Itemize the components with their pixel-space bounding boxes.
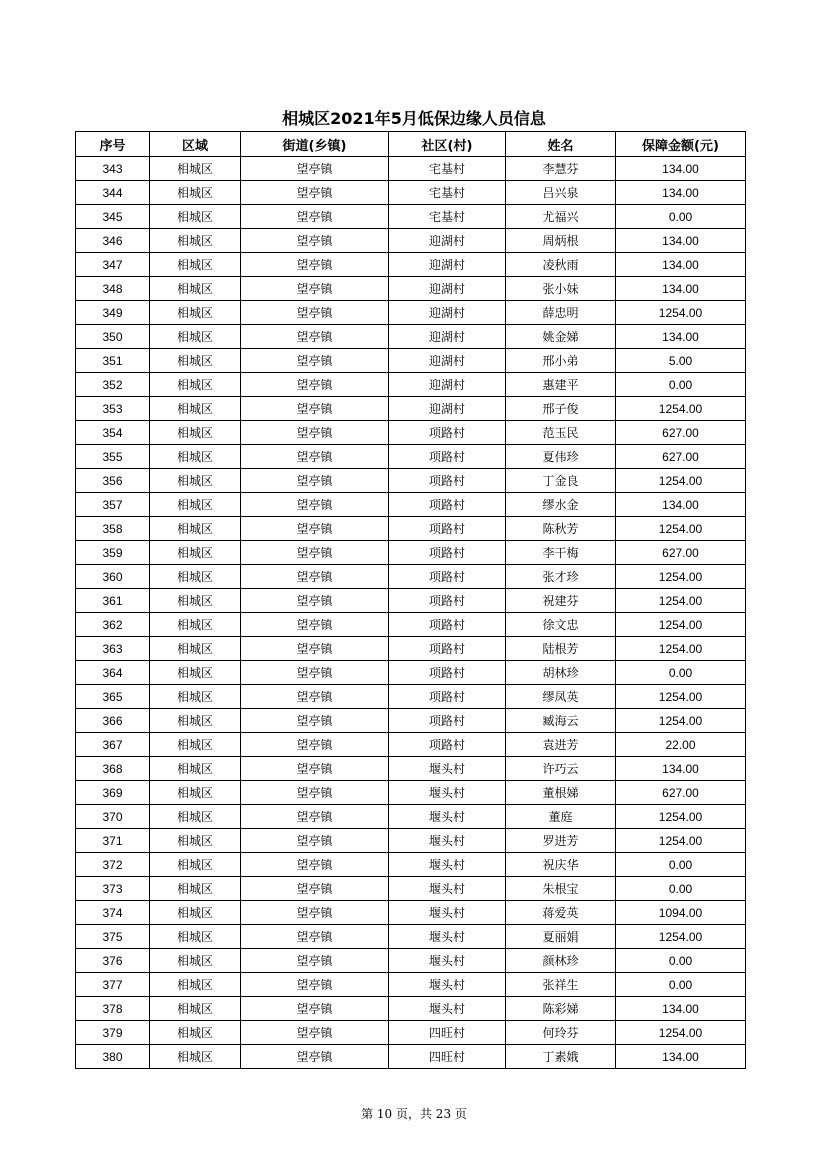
cell-community-village: 项路村 <box>389 541 506 565</box>
cell-allowance-amount: 1254.00 <box>616 469 746 493</box>
table-row <box>76 301 746 325</box>
cell-district: 相城区 <box>150 397 241 421</box>
cell-allowance-amount: 627.00 <box>616 541 746 565</box>
cell-district: 相城区 <box>150 301 241 325</box>
table-row <box>76 925 746 949</box>
header-district: 区域 <box>150 132 241 157</box>
cell-community-village: 堰头村 <box>389 925 506 949</box>
cell-allowance-amount: 1254.00 <box>616 301 746 325</box>
cell-street-town: 望亭镇 <box>241 421 389 445</box>
cell-street-town: 望亭镇 <box>241 1045 389 1069</box>
cell-community-village: 项路村 <box>389 637 506 661</box>
cell-district: 相城区 <box>150 421 241 445</box>
cell-community-village: 迎湖村 <box>389 229 506 253</box>
cell-community-village: 宅基村 <box>389 205 506 229</box>
cell-allowance-amount: 1254.00 <box>616 565 746 589</box>
table-row <box>76 205 746 229</box>
cell-district: 相城区 <box>150 853 241 877</box>
cell-community-village: 迎湖村 <box>389 277 506 301</box>
table-row <box>76 901 746 925</box>
cell-allowance-amount: 134.00 <box>616 997 746 1021</box>
cell-name: 朱根宝 <box>506 877 616 901</box>
cell-community-village: 堰头村 <box>389 757 506 781</box>
cell-allowance-amount: 134.00 <box>616 757 746 781</box>
cell-district: 相城区 <box>150 277 241 301</box>
cell-community-village: 项路村 <box>389 469 506 493</box>
table-row <box>76 685 746 709</box>
cell-district: 相城区 <box>150 589 241 613</box>
cell-street-town: 望亭镇 <box>241 733 389 757</box>
cell-street-town: 望亭镇 <box>241 589 389 613</box>
cell-name: 邢小弟 <box>506 349 616 373</box>
table-row <box>76 421 746 445</box>
cell-street-town: 望亭镇 <box>241 565 389 589</box>
table-row <box>76 277 746 301</box>
cell-allowance-amount: 134.00 <box>616 157 746 181</box>
cell-street-town: 望亭镇 <box>241 493 389 517</box>
cell-street-town: 望亭镇 <box>241 1021 389 1045</box>
cell-street-town: 望亭镇 <box>241 325 389 349</box>
table-row <box>76 997 746 1021</box>
table-body <box>76 157 746 1069</box>
cell-serial-number: 371 <box>76 829 150 853</box>
table-row <box>76 661 746 685</box>
header-community-village: 社区(村) <box>389 132 506 157</box>
table-row <box>76 181 746 205</box>
cell-community-village: 项路村 <box>389 493 506 517</box>
cell-serial-number: 365 <box>76 685 150 709</box>
table-row <box>76 157 746 181</box>
cell-community-village: 堰头村 <box>389 997 506 1021</box>
cell-allowance-amount: 134.00 <box>616 325 746 349</box>
cell-serial-number: 346 <box>76 229 150 253</box>
cell-serial-number: 350 <box>76 325 150 349</box>
cell-serial-number: 359 <box>76 541 150 565</box>
table-row <box>76 877 746 901</box>
cell-name: 祝建芬 <box>506 589 616 613</box>
cell-street-town: 望亭镇 <box>241 877 389 901</box>
cell-community-village: 迎湖村 <box>389 253 506 277</box>
cell-name: 徐文忠 <box>506 613 616 637</box>
table-row <box>76 373 746 397</box>
table-row <box>76 397 746 421</box>
cell-allowance-amount: 1254.00 <box>616 613 746 637</box>
cell-allowance-amount: 5.00 <box>616 349 746 373</box>
table-row <box>76 1021 746 1045</box>
cell-name: 罗进芳 <box>506 829 616 853</box>
cell-district: 相城区 <box>150 325 241 349</box>
cell-name: 吕兴泉 <box>506 181 616 205</box>
cell-street-town: 望亭镇 <box>241 253 389 277</box>
cell-serial-number: 356 <box>76 469 150 493</box>
data-table <box>75 131 746 1069</box>
cell-district: 相城区 <box>150 973 241 997</box>
cell-serial-number: 379 <box>76 1021 150 1045</box>
cell-street-town: 望亭镇 <box>241 469 389 493</box>
cell-street-town: 望亭镇 <box>241 397 389 421</box>
cell-street-town: 望亭镇 <box>241 349 389 373</box>
cell-name: 张祥生 <box>506 973 616 997</box>
cell-community-village: 项路村 <box>389 565 506 589</box>
cell-street-town: 望亭镇 <box>241 781 389 805</box>
cell-name: 李慧芬 <box>506 157 616 181</box>
cell-street-town: 望亭镇 <box>241 205 389 229</box>
cell-street-town: 望亭镇 <box>241 901 389 925</box>
table-row <box>76 637 746 661</box>
table-row <box>76 253 746 277</box>
cell-allowance-amount: 1254.00 <box>616 685 746 709</box>
cell-district: 相城区 <box>150 445 241 469</box>
cell-serial-number: 374 <box>76 901 150 925</box>
cell-street-town: 望亭镇 <box>241 853 389 877</box>
cell-serial-number: 378 <box>76 997 150 1021</box>
cell-serial-number: 345 <box>76 205 150 229</box>
cell-street-town: 望亭镇 <box>241 637 389 661</box>
cell-community-village: 项路村 <box>389 421 506 445</box>
cell-community-village: 堰头村 <box>389 781 506 805</box>
table-row <box>76 565 746 589</box>
cell-allowance-amount: 627.00 <box>616 781 746 805</box>
cell-allowance-amount: 1254.00 <box>616 805 746 829</box>
cell-allowance-amount: 0.00 <box>616 853 746 877</box>
cell-district: 相城区 <box>150 637 241 661</box>
table-row <box>76 757 746 781</box>
cell-serial-number: 357 <box>76 493 150 517</box>
cell-street-town: 望亭镇 <box>241 949 389 973</box>
cell-allowance-amount: 0.00 <box>616 877 746 901</box>
cell-name: 袁进芳 <box>506 733 616 757</box>
cell-serial-number: 360 <box>76 565 150 589</box>
document-title: 相城区2021年5月低保边缘人员信息 <box>282 109 546 128</box>
cell-community-village: 堰头村 <box>389 949 506 973</box>
table-row <box>76 445 746 469</box>
cell-district: 相城区 <box>150 925 241 949</box>
cell-serial-number: 366 <box>76 709 150 733</box>
cell-street-town: 望亭镇 <box>241 685 389 709</box>
cell-district: 相城区 <box>150 1045 241 1069</box>
cell-serial-number: 368 <box>76 757 150 781</box>
cell-community-village: 项路村 <box>389 589 506 613</box>
cell-allowance-amount: 1254.00 <box>616 925 746 949</box>
cell-community-village: 堰头村 <box>389 805 506 829</box>
cell-name: 颜林珍 <box>506 949 616 973</box>
cell-street-town: 望亭镇 <box>241 301 389 325</box>
cell-allowance-amount: 627.00 <box>616 445 746 469</box>
cell-street-town: 望亭镇 <box>241 373 389 397</box>
cell-allowance-amount: 1254.00 <box>616 517 746 541</box>
cell-allowance-amount: 134.00 <box>616 1045 746 1069</box>
cell-serial-number: 367 <box>76 733 150 757</box>
table-row <box>76 349 746 373</box>
cell-serial-number: 354 <box>76 421 150 445</box>
cell-name: 尤福兴 <box>506 205 616 229</box>
cell-district: 相城区 <box>150 1021 241 1045</box>
cell-street-town: 望亭镇 <box>241 181 389 205</box>
cell-community-village: 项路村 <box>389 517 506 541</box>
cell-allowance-amount: 0.00 <box>616 373 746 397</box>
cell-serial-number: 355 <box>76 445 150 469</box>
cell-name: 姚金娣 <box>506 325 616 349</box>
cell-name: 胡林珍 <box>506 661 616 685</box>
cell-community-village: 项路村 <box>389 613 506 637</box>
cell-name: 惠建平 <box>506 373 616 397</box>
cell-community-village: 四旺村 <box>389 1045 506 1069</box>
cell-allowance-amount: 1254.00 <box>616 589 746 613</box>
cell-serial-number: 376 <box>76 949 150 973</box>
cell-allowance-amount: 0.00 <box>616 661 746 685</box>
header-street-town: 街道(乡镇) <box>241 132 389 157</box>
cell-street-town: 望亭镇 <box>241 229 389 253</box>
cell-district: 相城区 <box>150 661 241 685</box>
cell-district: 相城区 <box>150 517 241 541</box>
cell-community-village: 迎湖村 <box>389 325 506 349</box>
table-row <box>76 517 746 541</box>
header-serial-number: 序号 <box>76 132 150 157</box>
cell-serial-number: 347 <box>76 253 150 277</box>
table-row <box>76 493 746 517</box>
cell-community-village: 堰头村 <box>389 877 506 901</box>
cell-name: 丁金良 <box>506 469 616 493</box>
cell-allowance-amount: 134.00 <box>616 493 746 517</box>
cell-district: 相城区 <box>150 709 241 733</box>
cell-allowance-amount: 1094.00 <box>616 901 746 925</box>
cell-name: 陆根芳 <box>506 637 616 661</box>
cell-community-village: 迎湖村 <box>389 349 506 373</box>
cell-street-town: 望亭镇 <box>241 445 389 469</box>
cell-allowance-amount: 1254.00 <box>616 1021 746 1045</box>
cell-name: 周炳根 <box>506 229 616 253</box>
cell-district: 相城区 <box>150 181 241 205</box>
cell-community-village: 项路村 <box>389 709 506 733</box>
cell-district: 相城区 <box>150 349 241 373</box>
cell-district: 相城区 <box>150 829 241 853</box>
cell-serial-number: 370 <box>76 805 150 829</box>
cell-community-village: 堰头村 <box>389 973 506 997</box>
cell-serial-number: 349 <box>76 301 150 325</box>
cell-name: 缪水金 <box>506 493 616 517</box>
cell-allowance-amount: 1254.00 <box>616 829 746 853</box>
cell-name: 何玲芬 <box>506 1021 616 1045</box>
cell-allowance-amount: 0.00 <box>616 205 746 229</box>
cell-name: 李干梅 <box>506 541 616 565</box>
cell-street-town: 望亭镇 <box>241 997 389 1021</box>
table-row <box>76 325 746 349</box>
cell-community-village: 项路村 <box>389 661 506 685</box>
cell-street-town: 望亭镇 <box>241 157 389 181</box>
cell-serial-number: 344 <box>76 181 150 205</box>
cell-name: 陈秋芳 <box>506 517 616 541</box>
table-row <box>76 973 746 997</box>
cell-serial-number: 351 <box>76 349 150 373</box>
cell-allowance-amount: 134.00 <box>616 181 746 205</box>
cell-community-village: 项路村 <box>389 685 506 709</box>
cell-district: 相城区 <box>150 781 241 805</box>
cell-serial-number: 373 <box>76 877 150 901</box>
cell-district: 相城区 <box>150 373 241 397</box>
cell-allowance-amount: 134.00 <box>616 277 746 301</box>
cell-allowance-amount: 0.00 <box>616 973 746 997</box>
cell-serial-number: 361 <box>76 589 150 613</box>
cell-community-village: 迎湖村 <box>389 397 506 421</box>
cell-name: 许巧云 <box>506 757 616 781</box>
cell-street-town: 望亭镇 <box>241 925 389 949</box>
cell-allowance-amount: 1254.00 <box>616 709 746 733</box>
cell-street-town: 望亭镇 <box>241 709 389 733</box>
cell-district: 相城区 <box>150 613 241 637</box>
cell-street-town: 望亭镇 <box>241 613 389 637</box>
cell-name: 臧海云 <box>506 709 616 733</box>
cell-serial-number: 348 <box>76 277 150 301</box>
table-row <box>76 805 746 829</box>
cell-district: 相城区 <box>150 949 241 973</box>
cell-name: 邢子俊 <box>506 397 616 421</box>
page-footer: 第 10 页，共 23 页 <box>361 1107 467 1121</box>
cell-community-village: 堰头村 <box>389 901 506 925</box>
cell-district: 相城区 <box>150 205 241 229</box>
cell-name: 凌秋雨 <box>506 253 616 277</box>
cell-street-town: 望亭镇 <box>241 973 389 997</box>
header-name: 姓名 <box>506 132 616 157</box>
cell-name: 董根娣 <box>506 781 616 805</box>
cell-allowance-amount: 627.00 <box>616 421 746 445</box>
cell-district: 相城区 <box>150 805 241 829</box>
cell-serial-number: 364 <box>76 661 150 685</box>
table-row <box>76 613 746 637</box>
cell-name: 夏丽娟 <box>506 925 616 949</box>
cell-district: 相城区 <box>150 157 241 181</box>
cell-district: 相城区 <box>150 541 241 565</box>
cell-serial-number: 372 <box>76 853 150 877</box>
table-header-row <box>76 132 746 157</box>
cell-name: 范玉民 <box>506 421 616 445</box>
table-row <box>76 733 746 757</box>
cell-community-village: 迎湖村 <box>389 301 506 325</box>
cell-allowance-amount: 1254.00 <box>616 637 746 661</box>
cell-serial-number: 343 <box>76 157 150 181</box>
table-row <box>76 781 746 805</box>
cell-district: 相城区 <box>150 565 241 589</box>
table-row <box>76 853 746 877</box>
cell-street-town: 望亭镇 <box>241 757 389 781</box>
cell-district: 相城区 <box>150 733 241 757</box>
cell-district: 相城区 <box>150 877 241 901</box>
cell-name: 张小妹 <box>506 277 616 301</box>
cell-district: 相城区 <box>150 757 241 781</box>
table-row <box>76 829 746 853</box>
cell-name: 缪凤英 <box>506 685 616 709</box>
cell-community-village: 宅基村 <box>389 181 506 205</box>
cell-street-town: 望亭镇 <box>241 829 389 853</box>
table-row <box>76 469 746 493</box>
cell-name: 夏伟珍 <box>506 445 616 469</box>
table-row <box>76 541 746 565</box>
table-row <box>76 1045 746 1069</box>
cell-community-village: 迎湖村 <box>389 373 506 397</box>
cell-district: 相城区 <box>150 469 241 493</box>
cell-name: 蒋爱英 <box>506 901 616 925</box>
table-row <box>76 709 746 733</box>
cell-district: 相城区 <box>150 901 241 925</box>
cell-name: 张才珍 <box>506 565 616 589</box>
cell-street-town: 望亭镇 <box>241 517 389 541</box>
table-row <box>76 949 746 973</box>
cell-district: 相城区 <box>150 229 241 253</box>
table-row <box>76 229 746 253</box>
cell-serial-number: 363 <box>76 637 150 661</box>
cell-community-village: 四旺村 <box>389 1021 506 1045</box>
cell-serial-number: 369 <box>76 781 150 805</box>
cell-district: 相城区 <box>150 685 241 709</box>
cell-allowance-amount: 1254.00 <box>616 397 746 421</box>
cell-district: 相城区 <box>150 493 241 517</box>
cell-district: 相城区 <box>150 997 241 1021</box>
cell-street-town: 望亭镇 <box>241 661 389 685</box>
cell-street-town: 望亭镇 <box>241 277 389 301</box>
cell-name: 董庭 <box>506 805 616 829</box>
cell-allowance-amount: 134.00 <box>616 253 746 277</box>
cell-serial-number: 380 <box>76 1045 150 1069</box>
cell-serial-number: 362 <box>76 613 150 637</box>
cell-serial-number: 352 <box>76 373 150 397</box>
cell-name: 丁素娥 <box>506 1045 616 1069</box>
cell-name: 陈彩娣 <box>506 997 616 1021</box>
cell-community-village: 项路村 <box>389 445 506 469</box>
cell-community-village: 宅基村 <box>389 157 506 181</box>
cell-street-town: 望亭镇 <box>241 805 389 829</box>
header-allowance-amount: 保障金额(元) <box>616 132 746 157</box>
cell-name: 祝庆华 <box>506 853 616 877</box>
cell-allowance-amount: 134.00 <box>616 229 746 253</box>
cell-serial-number: 377 <box>76 973 150 997</box>
cell-name: 薛忠明 <box>506 301 616 325</box>
cell-allowance-amount: 0.00 <box>616 949 746 973</box>
table-row <box>76 589 746 613</box>
cell-serial-number: 358 <box>76 517 150 541</box>
cell-allowance-amount: 22.00 <box>616 733 746 757</box>
cell-community-village: 堰头村 <box>389 829 506 853</box>
cell-district: 相城区 <box>150 253 241 277</box>
cell-community-village: 堰头村 <box>389 853 506 877</box>
cell-community-village: 项路村 <box>389 733 506 757</box>
cell-street-town: 望亭镇 <box>241 541 389 565</box>
cell-serial-number: 353 <box>76 397 150 421</box>
cell-serial-number: 375 <box>76 925 150 949</box>
